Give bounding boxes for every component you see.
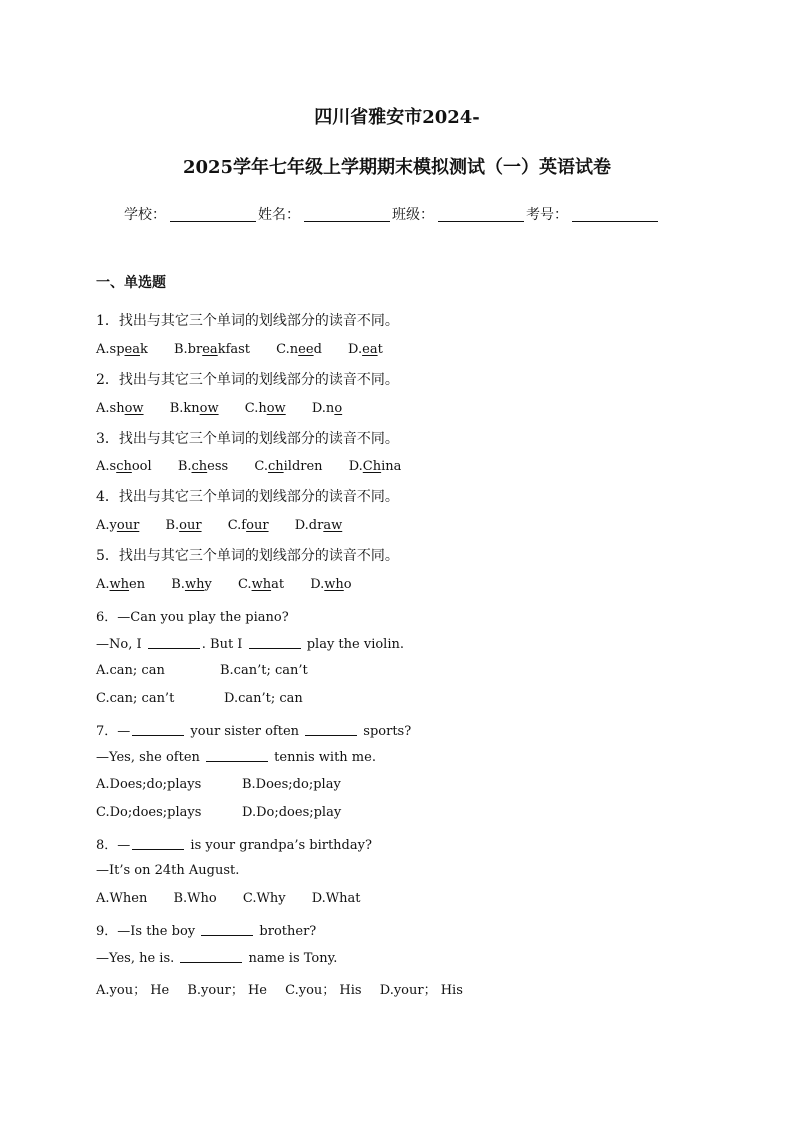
question-1: 1．找出与其它三个单词的划线部分的读音不同。 <box>96 313 399 329</box>
question-8-stem: 8．— is your grandpa’s birthday? <box>96 838 372 853</box>
question-5: 5．找出与其它三个单词的划线部分的读音不同。 <box>96 548 399 564</box>
option-d[interactable]: D.Do;does;play <box>242 805 342 820</box>
option-b[interactable]: B.Does;do;play <box>242 777 341 792</box>
option-a[interactable]: A.school <box>96 459 152 474</box>
option-a[interactable]: A.can; can <box>96 663 165 678</box>
title-line-1: 四川省雅安市2024- <box>314 107 480 128</box>
option-b[interactable]: B.Who <box>173 891 217 906</box>
option-c[interactable]: C.what <box>237 577 285 592</box>
section-heading: 一、单选题 <box>96 275 166 291</box>
question-7-options-row-2 <box>96 805 341 820</box>
option-b[interactable]: B.breakfast <box>174 342 251 357</box>
option-a[interactable]: A.show <box>96 401 144 416</box>
question-7-options-row-1 <box>96 777 341 792</box>
question-8-reply: —It’s on 24th August. <box>96 863 240 878</box>
option-c[interactable]: C.need <box>276 342 322 357</box>
option-d[interactable]: D.draw <box>294 518 343 533</box>
question-6-options-row-1 <box>96 663 308 678</box>
option-d[interactable]: D.your； His <box>379 983 463 998</box>
question-4: 4．找出与其它三个单词的划线部分的读音不同。 <box>96 489 399 505</box>
question-9-stem: 9．—Is the boy brother? <box>96 924 317 939</box>
question-2-instruction: 找出与其它三个单词的划线部分的读音不同。 <box>118 372 399 388</box>
answer-blank[interactable] <box>132 723 184 736</box>
option-b[interactable]: B.your； He <box>187 983 267 998</box>
answer-blank[interactable] <box>305 723 357 736</box>
question-6-reply: —No, I . But I play the violin. <box>96 637 404 652</box>
answer-blank[interactable] <box>201 923 253 936</box>
answer-blank[interactable] <box>132 837 184 850</box>
option-c[interactable]: C.you； His <box>285 983 362 998</box>
option-c[interactable]: C.can; can’t <box>96 691 175 706</box>
question-3-instruction: 找出与其它三个单词的划线部分的读音不同。 <box>118 431 399 447</box>
option-a[interactable]: A.you； He <box>96 983 170 998</box>
number-blank[interactable] <box>572 207 658 222</box>
question-2-options <box>96 401 342 416</box>
question-8-options <box>96 891 361 906</box>
option-a[interactable]: A.Does;do;plays <box>96 777 202 792</box>
option-b[interactable]: B.why <box>171 577 212 592</box>
option-c[interactable]: C.how <box>244 401 286 416</box>
class-label: 班级： <box>392 207 434 223</box>
question-5-options <box>96 577 352 592</box>
class-blank[interactable] <box>438 207 524 222</box>
question-1-instruction: 找出与其它三个单词的划线部分的读音不同。 <box>118 313 399 329</box>
option-a[interactable]: A.your <box>96 518 140 533</box>
question-6-stem: 6．—Can you play the piano? <box>96 610 289 625</box>
title-line-2: 2025学年七年级上学期期末模拟测试（一）英语试卷 <box>182 157 612 178</box>
answer-blank[interactable] <box>249 636 301 649</box>
answer-blank[interactable] <box>148 636 200 649</box>
question-9-reply: —Yes, he is. name is Tony. <box>96 951 338 966</box>
option-b[interactable]: B.chess <box>177 459 229 474</box>
option-a[interactable]: A.When <box>96 891 148 906</box>
option-c[interactable]: C.Why <box>242 891 286 906</box>
option-d[interactable]: D.What <box>311 891 361 906</box>
answer-blank[interactable] <box>180 950 242 963</box>
name-blank[interactable] <box>304 207 390 222</box>
option-a[interactable]: A.when <box>96 577 146 592</box>
question-7-reply: —Yes, she often tennis with me. <box>96 750 376 765</box>
option-c[interactable]: C.four <box>227 518 269 533</box>
option-d[interactable]: D.can’t; can <box>224 691 303 706</box>
option-d[interactable]: D.eat <box>348 342 383 357</box>
question-2: 2．找出与其它三个单词的划线部分的读音不同。 <box>96 372 399 388</box>
number-label: 考号： <box>526 207 568 223</box>
question-7-stem: 7．— your sister often sports? <box>96 724 412 739</box>
question-4-options <box>96 518 342 533</box>
question-4-instruction: 找出与其它三个单词的划线部分的读音不同。 <box>118 489 399 505</box>
option-b[interactable]: B.can’t; can’t <box>220 663 308 678</box>
question-6-options-row-2 <box>96 691 303 706</box>
answer-blank[interactable] <box>206 749 268 762</box>
student-info-row <box>124 204 660 224</box>
option-b[interactable]: B.know <box>169 401 219 416</box>
option-c[interactable]: C.children <box>254 459 323 474</box>
school-blank[interactable] <box>170 207 256 222</box>
question-1-options <box>96 342 383 357</box>
question-9-options <box>96 979 463 998</box>
question-3-options <box>96 459 401 474</box>
option-c[interactable]: C.Do;does;plays <box>96 805 202 820</box>
name-label: 姓名： <box>258 207 300 223</box>
option-d[interactable]: D.no <box>311 401 343 416</box>
question-3: 3．找出与其它三个单词的划线部分的读音不同。 <box>96 431 399 447</box>
question-5-instruction: 找出与其它三个单词的划线部分的读音不同。 <box>118 548 399 564</box>
option-a[interactable]: A.speak <box>96 342 148 357</box>
option-d[interactable]: D.China <box>348 459 402 474</box>
option-b[interactable]: B.our <box>165 518 202 533</box>
school-label: 学校： <box>124 207 166 223</box>
option-d[interactable]: D.who <box>310 577 352 592</box>
